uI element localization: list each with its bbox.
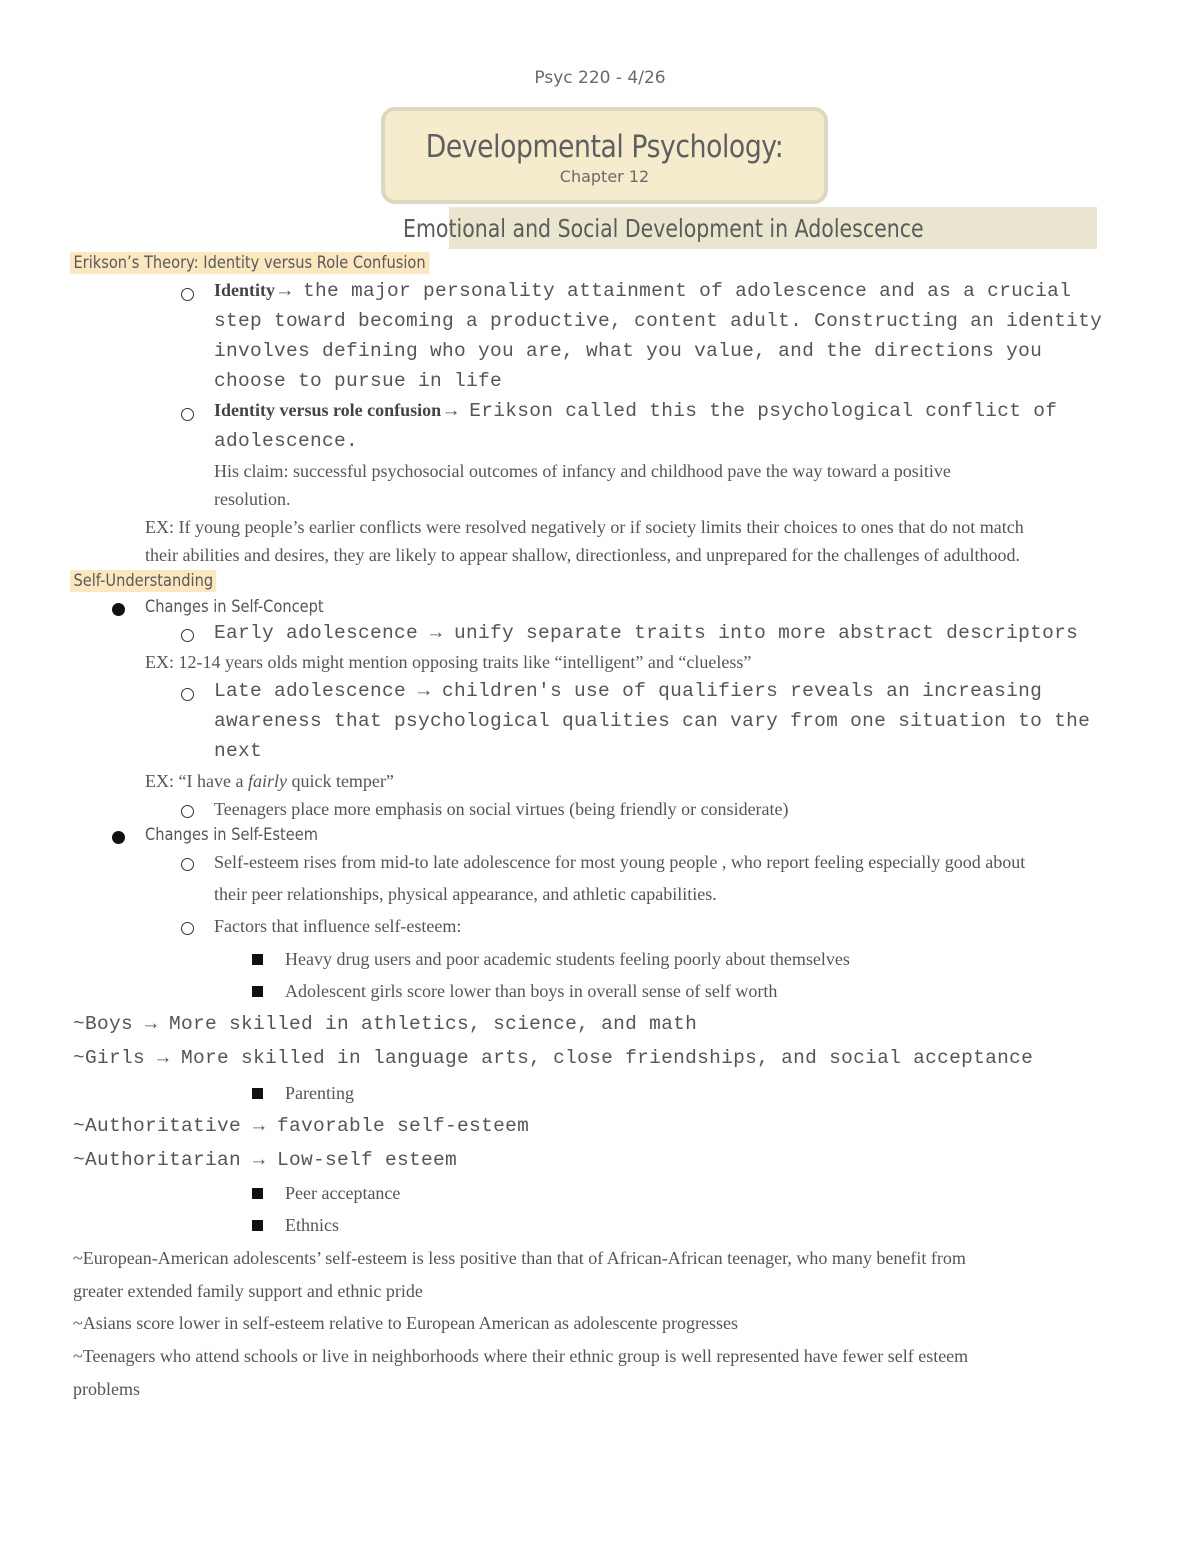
ethnic-note-3-line-2: problems [73, 1379, 140, 1399]
late-adolescence-line-1: Late adolescence → children's use of qualifiers reveals an increasing [214, 680, 1043, 702]
hollow-bullet-icon [181, 629, 194, 642]
role-confusion-line-1: Identity versus role confusion → Erikson called this the psychological conflict of [214, 400, 1058, 422]
identity-item-line-1: Identity → the major personality attainment of adolescence and as a crucial [214, 280, 1072, 302]
section-heading-self-understanding: Self-Understanding [70, 571, 217, 591]
hollow-bullet-icon [181, 288, 194, 301]
hollow-bullet-icon [181, 805, 194, 818]
filled-bullet-icon [112, 831, 125, 844]
factor-drug-users: Heavy drug users and poor academic students feeling poorly about themselves [285, 949, 850, 969]
role-confusion-line-2: adolescence. [214, 430, 359, 452]
ethnic-note-2: ~Asians score lower in self-esteem relative to European American as adolescente progresses [73, 1313, 738, 1333]
identity-item-line-3: involves defining who you are, what you value, and the directions you [214, 340, 1043, 362]
factor-girls-lower: Adolescent girls score lower than boys in overall sense of self worth [285, 981, 778, 1001]
role-confusion-term: Identity versus role confusion [214, 400, 442, 420]
title-box [381, 107, 828, 204]
self-esteem-label: Changes in Self-Esteem [145, 825, 318, 845]
erikson-example-line-2: their abilities and desires, they are likely to appear shallow, directionless, and unprepared for the challenges of adulthood. [145, 545, 1021, 565]
esteem-rise-line-1: Self-esteem rises from mid-to late adolescence for most young people , who report feeling especially good about [214, 852, 1026, 872]
erikson-claim-line-1: His claim: successful psychosocial outcomes of infancy and childhood pave the way toward a positive [214, 461, 951, 481]
course-date-header: Psyc 220 - 4/26 [534, 68, 666, 88]
hollow-bullet-icon [181, 408, 194, 421]
square-bullet-icon [252, 954, 263, 965]
chapter-heading: Emotional and Social Development in Adolescence [403, 214, 924, 243]
girls-note: ~Girls → More skilled in language arts, close friendships, and social acceptance [73, 1047, 1034, 1069]
identity-item-line-4: choose to pursue in life [214, 370, 503, 392]
authoritative-note: ~Authoritative → favorable self-esteem [73, 1115, 530, 1137]
square-bullet-icon [252, 1220, 263, 1231]
authoritarian-note: ~Authoritarian → Low-self esteem [73, 1149, 458, 1171]
hollow-bullet-icon [181, 858, 194, 871]
ethnic-note-3-line-1: ~Teenagers who attend schools or live in neighborhoods where their ethnic group is well represented have fewer self esteem [73, 1346, 969, 1366]
late-adolescence-example: EX: “I have a fairly quick temper” [145, 771, 394, 791]
social-virtues-item: Teenagers place more emphasis on social virtues (being friendly or considerate) [214, 799, 789, 819]
square-bullet-icon [252, 1088, 263, 1099]
late-adolescence-line-2: awareness that psychological qualities can vary from one situation to the [214, 710, 1091, 732]
self-concept-label: Changes in Self-Concept [145, 597, 324, 617]
document-title: Developmental Psychology: [425, 129, 784, 165]
factor-parenting: Parenting [285, 1083, 354, 1103]
factor-peer-acceptance: Peer acceptance [285, 1183, 401, 1203]
factor-ethnics: Ethnics [285, 1215, 339, 1235]
early-adolescence-item: Early adolescence → unify separate traits into more abstract descriptors [214, 622, 1079, 644]
erikson-claim-line-2: resolution. [214, 489, 291, 509]
identity-term: Identity [214, 280, 276, 300]
ethnic-note-1-line-1: ~European-American adolescents’ self-esteem is less positive than that of African-African teenager, who many benefit from [73, 1248, 966, 1268]
ethnic-note-1-line-2: greater extended family support and ethnic pride [73, 1281, 423, 1301]
filled-bullet-icon [112, 603, 125, 616]
square-bullet-icon [252, 986, 263, 997]
section-heading-erikson: Erikson’s Theory: Identity versus Role Confusion [70, 253, 429, 273]
square-bullet-icon [252, 1188, 263, 1199]
identity-item-line-2: step toward becoming a productive, content adult. Constructing an identity [214, 310, 1103, 332]
esteem-rise-line-2: their peer relationships, physical appearance, and athletic capabilities. [214, 884, 717, 904]
esteem-factors-label: Factors that influence self-esteem: [214, 916, 462, 936]
hollow-bullet-icon [181, 922, 194, 935]
erikson-example-line-1: EX: If young people’s earlier conflicts were resolved negatively or if society limits their choices to ones that do not match [145, 517, 1024, 537]
boys-note: ~Boys → More skilled in athletics, science, and math [73, 1013, 698, 1035]
late-adolescence-line-3: next [214, 740, 263, 762]
early-adolescence-example: EX: 12-14 years olds might mention opposing traits like “intelligent” and “clueless” [145, 652, 752, 672]
chapter-label: Chapter 12 [559, 167, 650, 186]
hollow-bullet-icon [181, 688, 194, 701]
